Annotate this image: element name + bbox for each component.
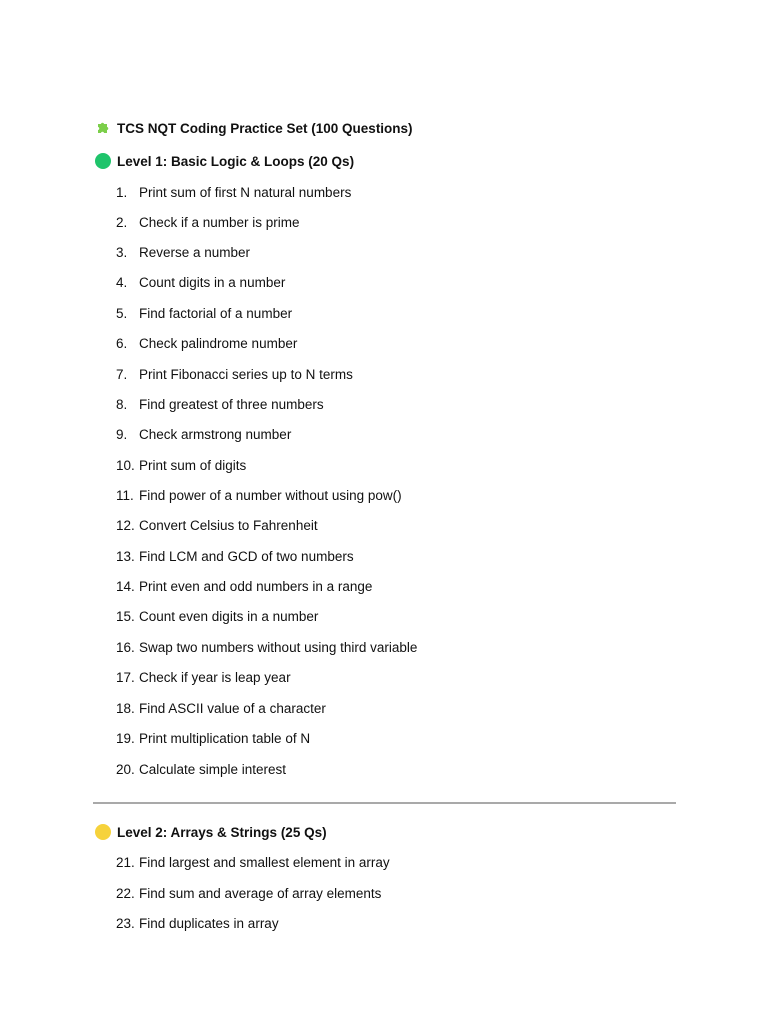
item-text: Print sum of first N natural numbers [139,184,352,200]
item-text: Find duplicates in array [139,915,279,931]
list-item [116,183,351,201]
item-number: 12. [116,517,135,533]
item-number: 10. [116,457,135,473]
list-item [116,486,402,504]
item-text: Calculate simple interest [139,761,287,777]
document-title-row [95,118,413,138]
item-number: 8. [116,396,128,412]
item-number: 16. [116,639,135,655]
list-item [116,577,372,595]
list-item [116,699,326,717]
list-item [116,365,353,383]
item-text: Print multiplication table of N [139,730,311,746]
item-text: Find LCM and GCD of two numbers [139,548,354,564]
green-circle-icon [95,153,111,169]
section-divider [93,802,676,804]
item-text: Find largest and smallest element in array [139,854,390,870]
list-item [116,516,318,534]
list-item [116,395,324,413]
level2-heading: Level 2: Arrays & Strings (25 Qs) [117,824,327,840]
item-text: Convert Celsius to Fahrenheit [139,517,318,533]
item-number: 19. [116,730,135,746]
item-number: 6. [116,335,128,351]
item-number: 13. [116,548,135,564]
item-text: Check if year is leap year [139,669,291,685]
item-number: 3. [116,244,128,260]
list-item [116,243,250,261]
item-text: Check palindrome number [139,335,298,351]
level2-heading-row [95,822,327,842]
list-item [116,607,318,625]
item-number: 20. [116,761,135,777]
yellow-circle-icon [95,824,111,840]
list-item [116,456,246,474]
item-number: 15. [116,608,135,624]
list-item [116,425,291,443]
level1-heading: Level 1: Basic Logic & Loops (20 Qs) [117,153,355,169]
list-item [116,853,390,871]
item-number: 21. [116,854,135,870]
item-text: Print sum of digits [139,457,247,473]
item-text: Check if a number is prime [139,214,300,230]
item-number: 23. [116,915,135,931]
item-text: Find ASCII value of a character [139,700,326,716]
item-number: 11. [116,487,134,503]
item-number: 4. [116,274,128,290]
item-text: Count even digits in a number [139,608,319,624]
item-number: 7. [116,366,128,382]
list-item [116,273,285,291]
item-text: Swap two numbers without using third variable [139,639,418,655]
list-item [116,304,292,322]
page-title: TCS NQT Coding Practice Set (100 Questions) [117,120,413,136]
list-item [116,884,381,902]
item-number: 18. [116,700,135,716]
level1-heading-row [95,151,354,171]
list-item [116,638,417,656]
list-item [116,914,279,932]
item-text: Reverse a number [139,244,251,260]
list-item [116,547,354,565]
item-number: 2. [116,214,128,230]
list-item [116,668,291,686]
item-number: 22. [116,885,135,901]
item-text: Print even and odd numbers in a range [139,578,373,594]
item-number: 14. [116,578,135,594]
list-item [116,760,286,778]
list-item [116,213,300,231]
item-text: Find sum and average of array elements [139,885,382,901]
item-text: Print Fibonacci series up to N terms [139,366,353,382]
item-text: Find power of a number without using pow() [139,487,402,503]
item-number: 17. [116,669,135,685]
list-item [116,334,297,352]
item-number: 9. [116,426,128,442]
item-text: Find greatest of three numbers [139,396,324,412]
puzzle-icon [95,120,111,136]
item-text: Count digits in a number [139,274,286,290]
list-item [116,729,310,747]
item-number: 5. [116,305,128,321]
item-text: Find factorial of a number [139,305,293,321]
item-number: 1. [116,184,128,200]
item-text: Check armstrong number [139,426,292,442]
